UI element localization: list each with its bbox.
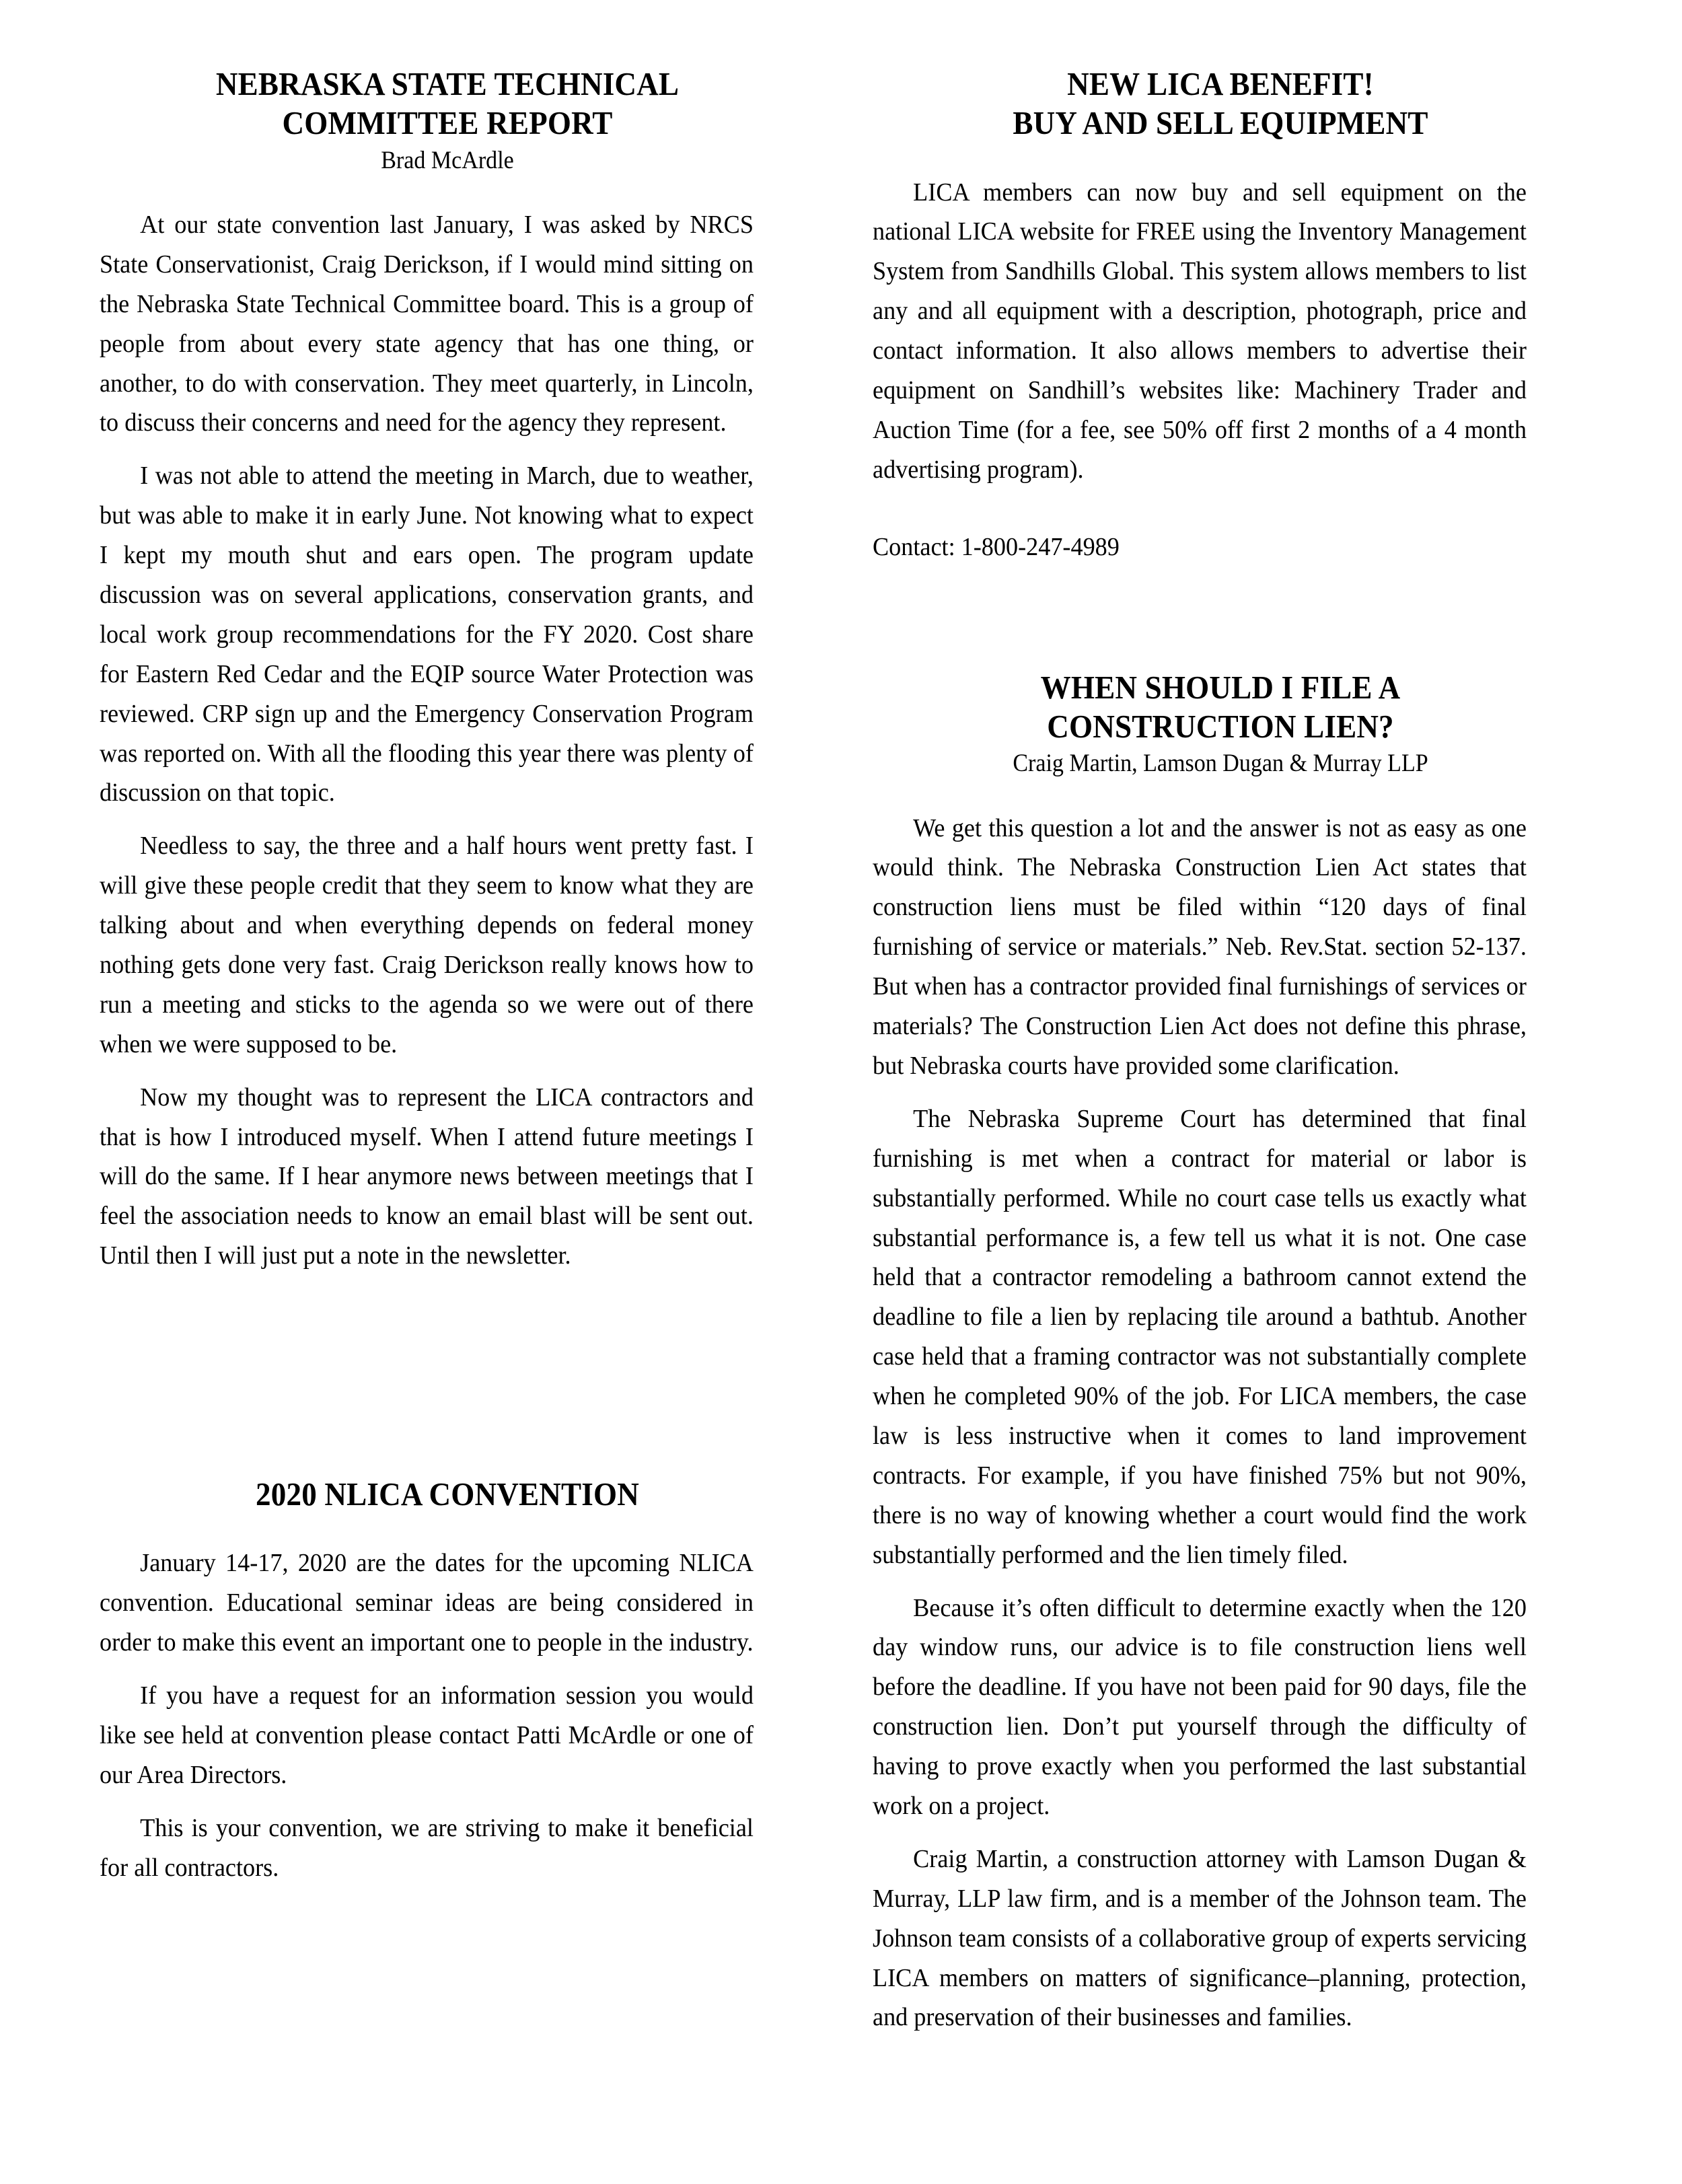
spacer xyxy=(873,567,1568,668)
article-title-line-1: NEBRASKA STATE TECHNICAL xyxy=(215,65,680,102)
paragraph: Because it’s often difficult to determine exactly when the 120 day window runs, our advice is to file construction liens well before the deadline. If you have not been paid for 90 days, file the construction lien. Don’t put yourself through the difficulty of having to prove exactly when you performed the last substantial work on a project. xyxy=(873,1593,1527,1820)
spacer xyxy=(873,779,1568,809)
paragraph: I was not able to attend the meeting in March, due to weather, but was able to make it in early June. Not knowing what to expect I kept my mouth shut and ears open. The program update discussion was on several applications, conservation grants, and local work group recommendations for the FY 2020. Cost share for Eastern Red Cedar and the EQIP source Water Protection was reviewed. CRP sign up and the Emergency Conservation Program was reported on. With all the flooding this year there was plenty of discussion on that topic. xyxy=(100,462,754,807)
article-when-should-i-file-a-construction-lien xyxy=(873,668,1568,2038)
spacer xyxy=(100,1276,795,1475)
spacer xyxy=(873,143,1568,173)
paragraph: Now my thought was to represent the LICA contractors and that is how I introduced myself. When I attend future meetings I will do the same. If I hear anymore news between meetings that I feel the association needs to know an email blast will be sent out. Until then I will just put a note in the newsletter. xyxy=(100,1083,754,1270)
left-column xyxy=(100,65,795,1888)
article-2020-nlica-convention xyxy=(100,1475,795,1887)
paragraph: Craig Martin, a construction attorney with Lamson Dugan & Murray, LLP law firm, and is a member of the Johnson team. The Johnson team consists of a collaborative group of experts servicing LICA members on matters of significance–planning, protection, and preservation of their businesses and families. xyxy=(873,1844,1527,2032)
contact-line: Contact: 1-800-247-4989 xyxy=(873,532,1120,561)
article-new-lica-benefit xyxy=(873,65,1568,567)
right-column xyxy=(873,65,1568,2037)
paragraph: At our state convention last January, I was asked by NRCS State Conservationist, Craig Derickson, if I would mind sitting on the Nebraska State Technical Committee board. This is a group of people from about every state agency that has one thing, or another, to do with conservation. They meet quarterly, in Lincoln, to discuss their concerns and need for the agency they represent. xyxy=(100,210,754,437)
article-byline: Brad McArdle xyxy=(381,146,514,174)
article-nebraska-state-technical-committee-report xyxy=(100,65,795,1276)
spacer xyxy=(100,176,795,205)
spacer xyxy=(100,1514,795,1543)
paragraph: The Nebraska Supreme Court has determined that final furnishing is met when a contract for material or labor is substantially performed. While no court case tells us exactly what substantial performance is, a few tell us what it is not. One case held that a contractor remodeling a bathroom cannot extend the deadline to file a lien by replacing tile around a bathtub. Another case held that a framing contractor was not substantially complete when he completed 90% of the job. For LICA members, the case law is less instructive when it comes to land improvement contracts. For example, if you have finished 75% but not 90%, there is no way of knowing whether a court would find the work substantially performed and the lien timely filed. xyxy=(873,1104,1527,1569)
article-byline: Craig Martin, Lamson Dugan & Murray LLP xyxy=(1013,750,1428,778)
article-title-line-1: NEW LICA BENEFIT! xyxy=(1067,65,1374,102)
two-column-layout xyxy=(100,65,1582,2144)
article-title-line-1: 2020 NLICA CONVENTION xyxy=(256,1476,639,1513)
article-title-line-2: COMMITTEE REPORT xyxy=(282,104,613,142)
paragraph: If you have a request for an information session you would like see held at convention please contact Patti McArdle or one of our Area Directors. xyxy=(100,1681,754,1789)
paragraph: January 14-17, 2020 are the dates for the upcoming NLICA convention. Educational seminar ideas are being considered in order to make this event an important one to people in the industry. xyxy=(100,1549,754,1657)
paragraph: We get this question a lot and the answer is not as easy as one would think. The Nebraska Construction Lien Act states that construction liens must be filed within “120 days of final furnishing of service or materials.” Neb. Rev.Stat. section 52-137. But when has a contractor provided final furnishings of services or materials? The Construction Lien Act does not define this phrase, but Nebraska courts have provided some clarification. xyxy=(873,813,1527,1080)
paragraph: This is your convention, we are striving to make it beneficial for all contractors. xyxy=(100,1813,754,1882)
article-title-line-2: CONSTRUCTION LIEN? xyxy=(1047,707,1394,745)
article-title-line-2: BUY AND SELL EQUIPMENT xyxy=(1013,104,1428,142)
article-title-line-1: WHEN SHOULD I FILE A xyxy=(1040,668,1401,706)
paragraph: LICA members can now buy and sell equipment on the national LICA website for FREE using the Inventory Management System from Sandhills Global. This system allows members to list any and all equipment with a description, photograph, price and contact information. It also allows members to advertise their equipment on Sandhill’s websites like: Machinery Trader and Auction Time (for a fee, see 50% off first 2 months of a 4 month advertising program). xyxy=(873,178,1527,484)
spacer xyxy=(873,503,1568,527)
paragraph: Needless to say, the three and a half hours went pretty fast. I will give these people credit that they seem to know what they are talking about and when everything depends on federal money nothing gets done very fast. Craig Derickson really knows how to run a meeting and sticks to the agenda so we were out of there when we were supposed to be. xyxy=(100,832,754,1058)
